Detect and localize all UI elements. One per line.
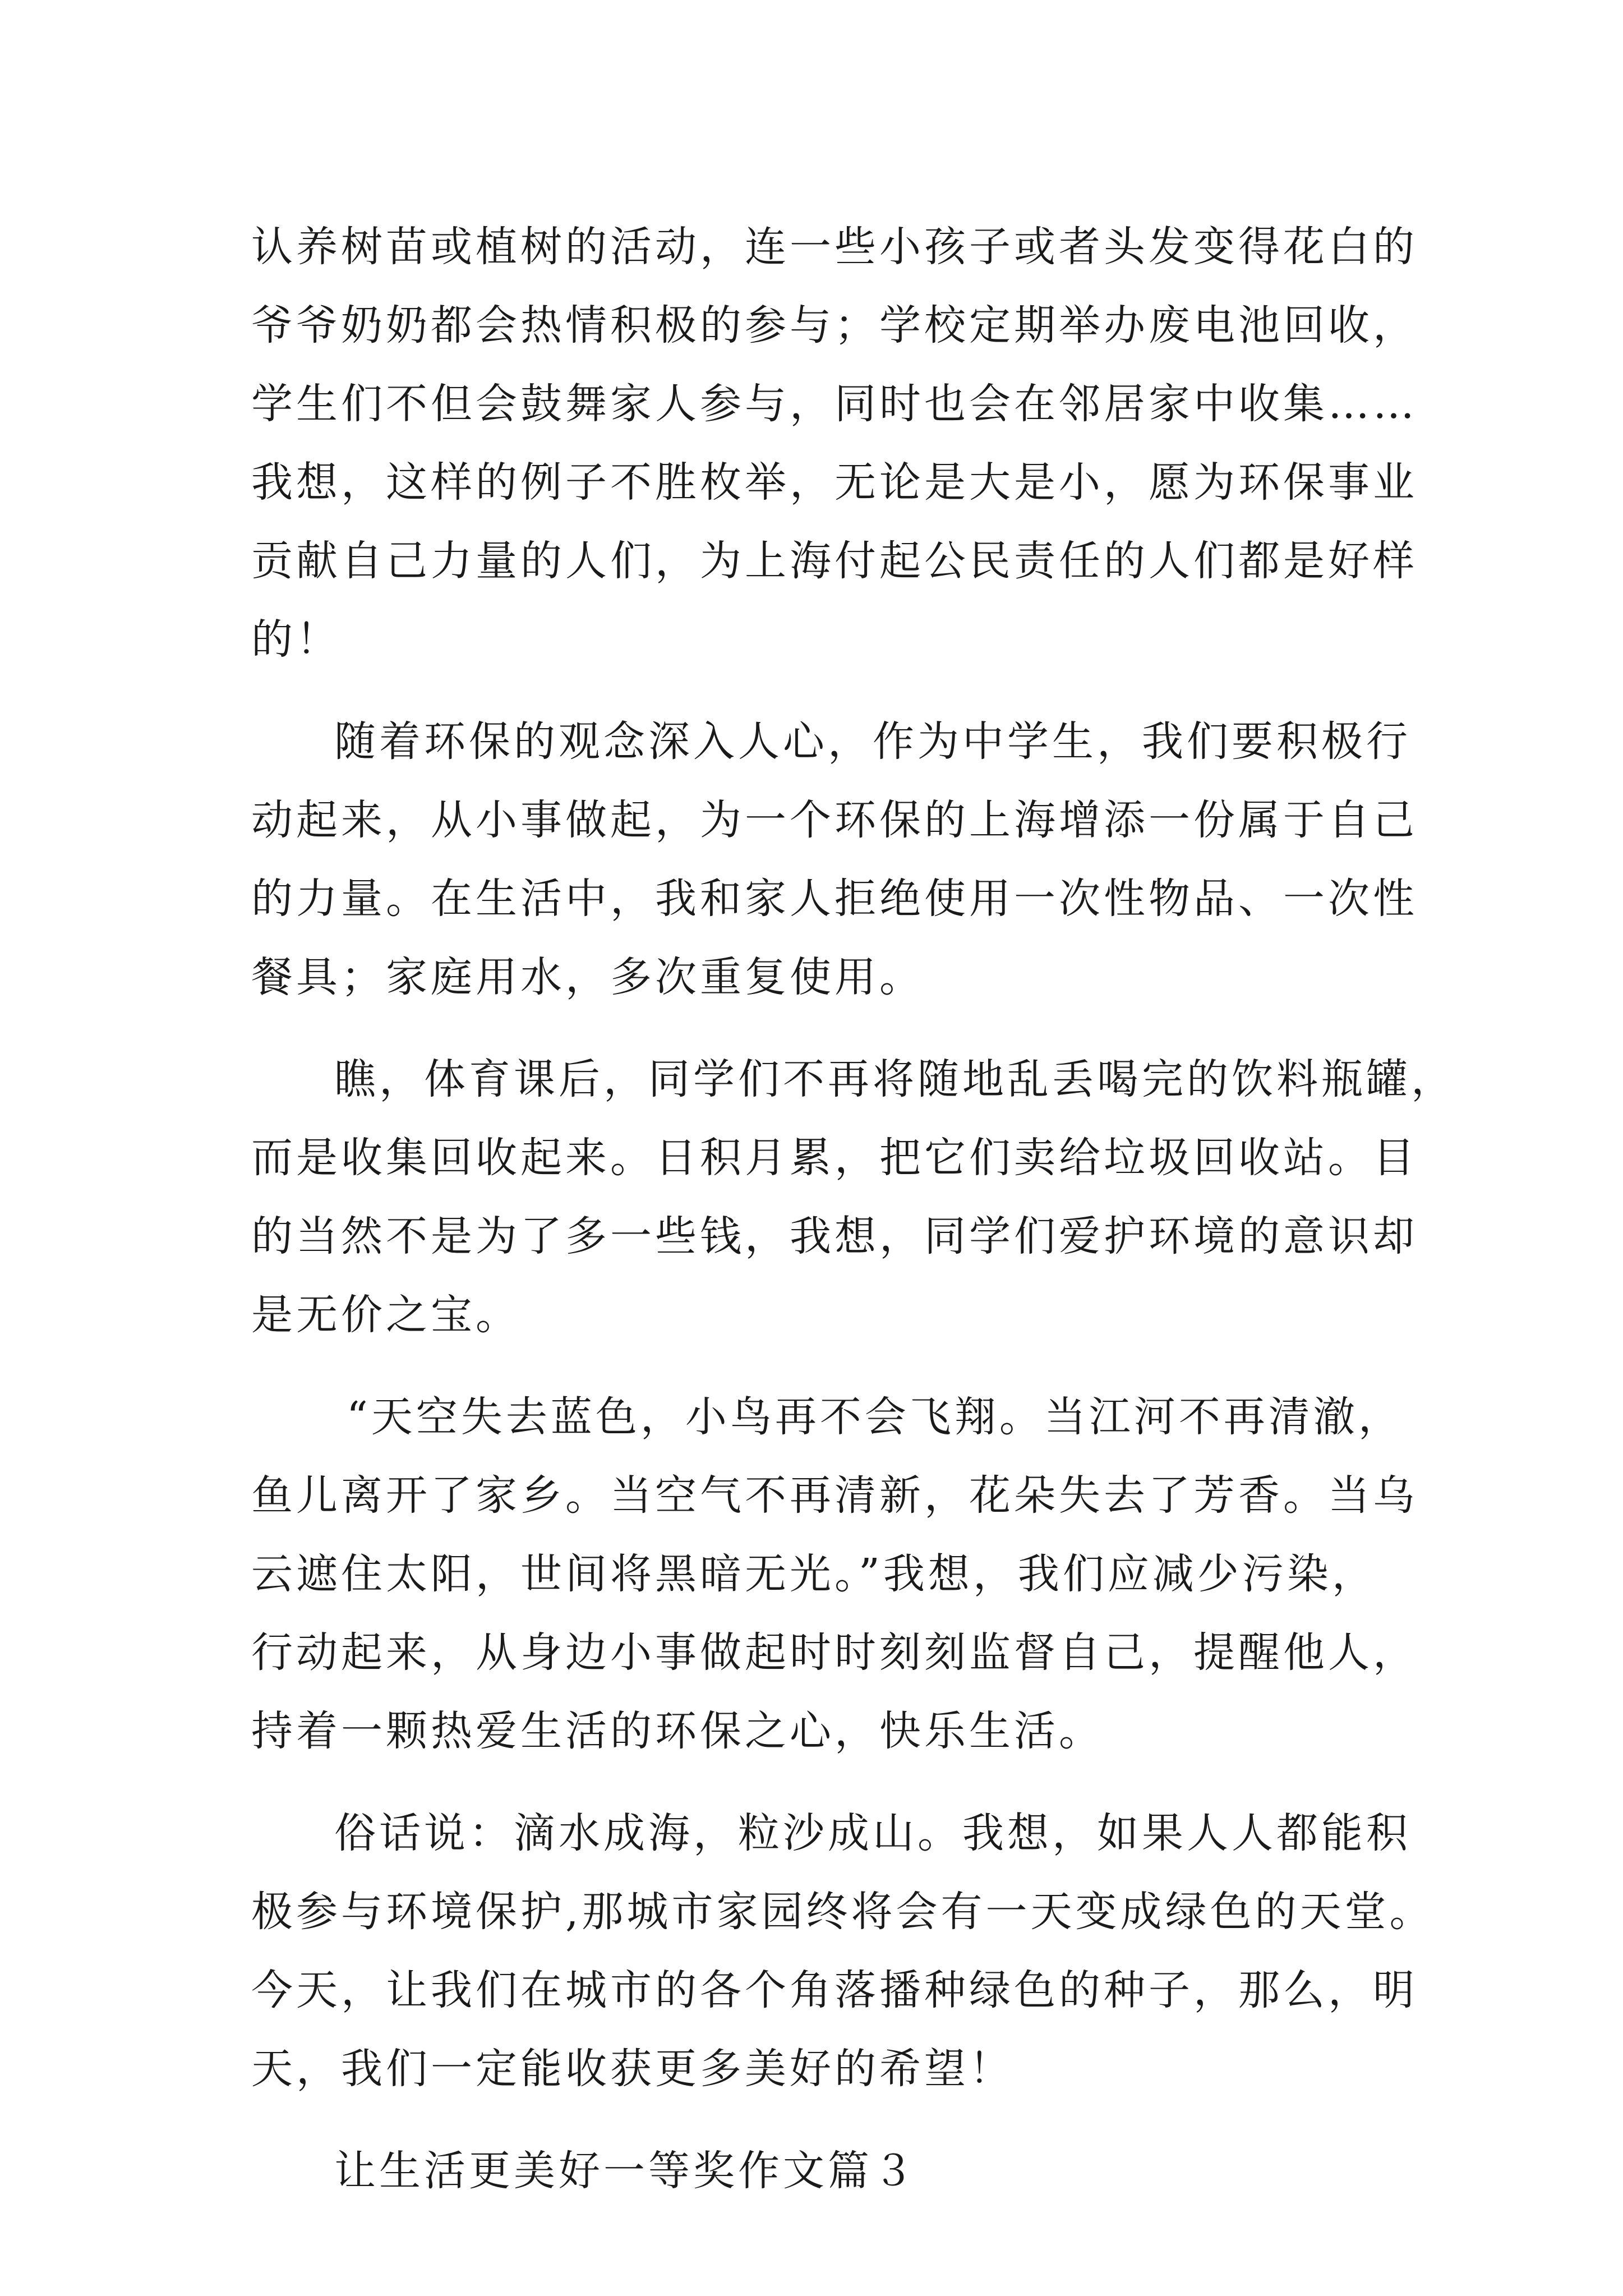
text-line: 是无价之宝。 xyxy=(251,1291,520,1339)
text-line: 随着环保的观念深入人心，作为中学生，我们要积极行 xyxy=(334,717,1411,766)
text-line: 我想，这样的例子不胜枚举，无论是大是小，愿为环保事业 xyxy=(251,458,1418,507)
text-line: 云遮住太阳，世间将黑暗无光。”我想，我们应减少污染， xyxy=(251,1550,1377,1598)
text-line: 而是收集回收起来。日积月累，把它们卖给垃圾回收站。目 xyxy=(251,1134,1418,1182)
paragraph-4 xyxy=(251,1378,1418,1770)
paragraph-spacer xyxy=(251,1354,1384,1378)
paragraph-spacer xyxy=(251,1770,1384,1794)
essay-body xyxy=(251,208,1456,2210)
text-line: 行动起来，从身边小事做起时时刻刻监督自己，提醒他人， xyxy=(251,1628,1418,1677)
text-line: 瞧，体育课后，同学们不再将随地乱丢喝完的饮料瓶罐， xyxy=(334,1055,1456,1103)
text-line: 动起来，从小事做起，为一个环保的上海增添一份属于自己 xyxy=(251,796,1418,844)
text-line: 的力量。在生活中，我和家人拒绝使用一次性物品、一次性 xyxy=(251,875,1418,923)
text-line: 鱼儿离开了家乡。当空气不再清新，花朵失去了芳香。当乌 xyxy=(251,1471,1418,1520)
paragraph-1 xyxy=(251,208,1418,679)
text-line: 爷爷奶奶都会热情积极的参与；学校定期举办废电池回收， xyxy=(251,301,1418,349)
paragraph-3 xyxy=(251,1040,1456,1354)
text-line: 极参与环境保护,那城市家园终将会有一天变成绿色的天堂。 xyxy=(251,1888,1435,1936)
paragraph-spacer xyxy=(251,1016,1384,1040)
text-line: 贡献自己力量的人们，为上海付起公民责任的人们都是好样 xyxy=(251,537,1418,585)
heading-line: 让生活更美好一等奖作文篇３ xyxy=(334,2147,917,2195)
text-line: 学生们不但会鼓舞家人参与，同时也会在邻居家中收集…… xyxy=(251,380,1418,428)
text-line: 天，我们一定能收获更多美好的希望！ xyxy=(251,2045,1014,2093)
text-line: 的当然不是为了多一些钱，我想，同学们爱护环境的意识却 xyxy=(251,1212,1418,1260)
text-line: 俗话说：滴水成海，粒沙成山。我想，如果人人都能积 xyxy=(334,1809,1411,1857)
text-line: 餐具；家庭用水，多次重复使用。 xyxy=(251,953,924,1001)
text-line: 认养树苗或植树的活动，连一些小孩子或者头发变得花白的 xyxy=(251,223,1418,271)
section-heading xyxy=(251,2132,1384,2210)
text-line: 持着一颗热爱生活的环保之心，快乐生活。 xyxy=(251,1707,1104,1755)
text-line: “天空失去蓝色，小鸟再不会飞翔。当江河不再清澈， xyxy=(347,1393,1403,1441)
paragraph-5 xyxy=(251,1794,1435,2108)
paragraph-spacer xyxy=(251,2108,1384,2132)
text-line: 今天，让我们在城市的各个角落播种绿色的种子，那么，明 xyxy=(251,1966,1418,2014)
paragraph-2 xyxy=(251,702,1418,1016)
paragraph-spacer xyxy=(251,679,1384,702)
text-line: 的！ xyxy=(251,615,341,664)
